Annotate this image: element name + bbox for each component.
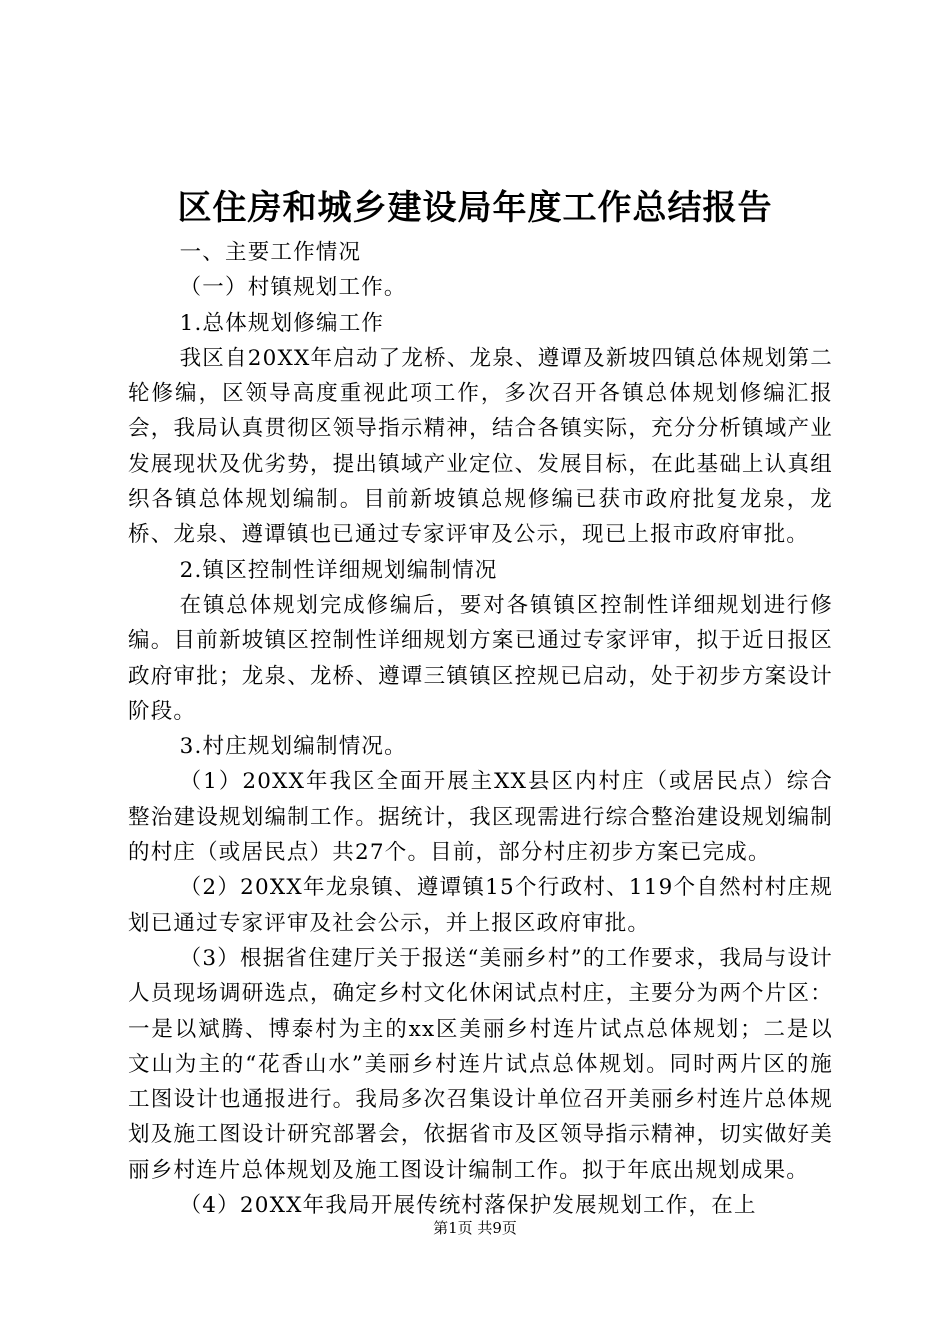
body-paragraph: （3）根据省住建厅关于报送“美丽乡村”的工作要求，我局与设计人员现场调研选点，确定乡村文化休闲试点村庄，主要分为两个片区：一是以斌腾、博泰村为主的xx区美丽乡村连片试点总体规划；二是以文山为主的“花香山水”美丽乡村连片试点总体规划。同时两片区的施工图设计也通报进行。我局多次召集设计单位召开美丽乡村连片总体规划及施工图设计研究部署会，依据省市及区领导指示精神，切实做好美丽乡村连片总体规划及施工图设计编制工作。拟于年底出规划成果。: [128, 945, 833, 1183]
item-heading: 1.总体规划修编工作: [179, 310, 385, 336]
body-paragraph: （1）20XX年我区全面开展主XX县区内村庄（或居民点）综合整治建设规划编制工作。据统计，我区现需进行综合整治建设规划编制的村庄（或居民点）共27个。目前，部分村庄初步方案已完成。: [128, 769, 833, 866]
body-paragraph: 在镇总体规划完成修编后，要对各镇镇区控制性详细规划进行修编。目前新坡镇区控制性详细规划方案已通过专家评审，拟于近日报区政府审批；龙泉、龙桥、遵谭三镇镇区控规已启动，处于初步方案设计阶段。: [128, 592, 833, 724]
item-heading: 2.镇区控制性详细规划编制情况: [179, 557, 498, 583]
section-heading: 一、主要工作情况: [179, 240, 362, 265]
document-body: [128, 235, 833, 1223]
item-heading: 3.村庄规划编制情况。: [179, 734, 407, 760]
body-paragraph: （4）20XX年我局开展传统村落保护发展规划工作，在上: [179, 1193, 757, 1219]
subsection-heading: （一）村镇规划工作。: [179, 275, 407, 301]
document-title: 区住房和城乡建设局年度工作总结报告: [177, 188, 773, 228]
body-paragraph: 我区自20XX年启动了龙桥、龙泉、遵谭及新坡四镇总体规划第二轮修编，区领导高度重视此项工作，多次召开各镇总体规划修编汇报会，我局认真贯彻区领导指示精神，结合各镇实际，充分分析镇域产业发展现状及优劣势，提出镇域产业定位、发展目标，在此基础上认真组织各镇总体规划编制。目前新坡镇总规修编已获市政府批复龙泉，龙桥、龙泉、遵谭镇也已通过专家评审及公示，现已上报市政府审批。: [128, 345, 833, 548]
page-footer: 第1页 共9页: [433, 1219, 517, 1237]
body-paragraph: （2）20XX年龙泉镇、遵谭镇15个行政村、119个自然村村庄规划已通过专家评审及社会公示，并上报区政府审批。: [128, 875, 833, 936]
